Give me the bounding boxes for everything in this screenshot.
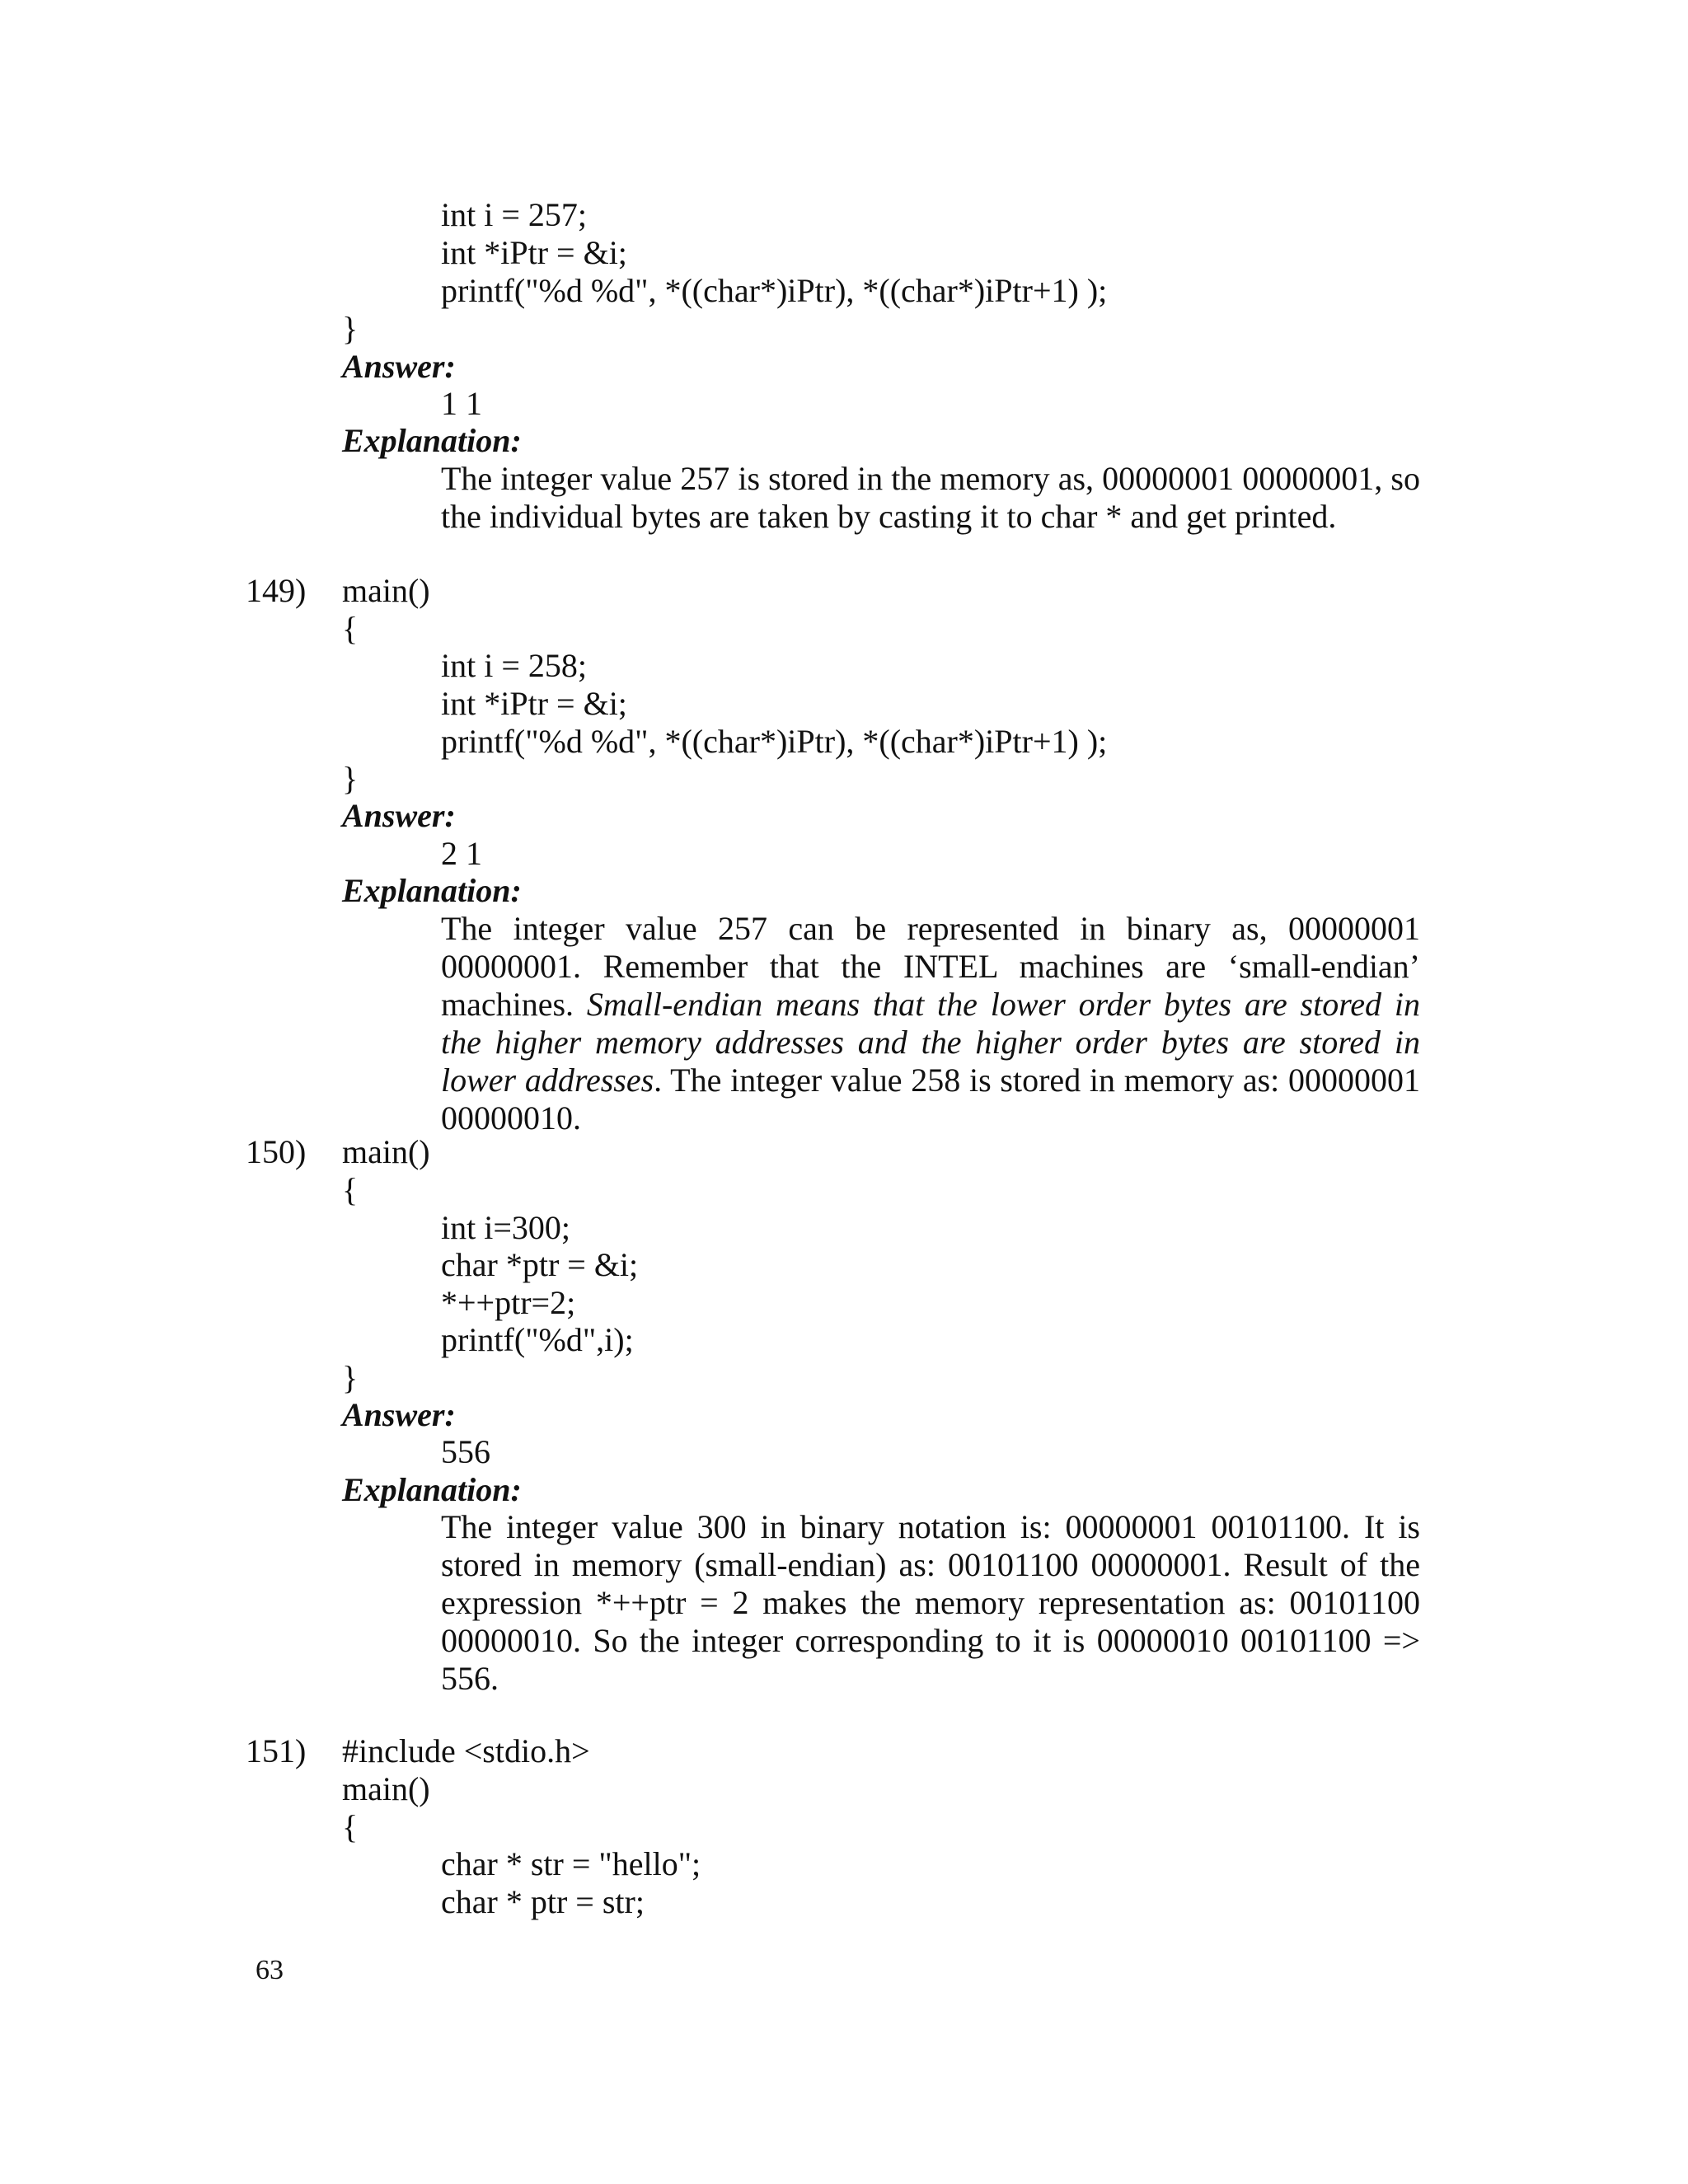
code-line: *++ptr=2; xyxy=(441,1284,576,1321)
open-brace: { xyxy=(342,610,359,647)
answer-label: Answer: xyxy=(342,797,456,834)
include-line: #include <stdio.h> xyxy=(342,1732,590,1769)
explanation-italic-text: Small-endian means that the lower order bytes are stored in the higher memory addresses and the higher order bytes are stored in lower addresses xyxy=(441,986,1420,1099)
function-header: main() xyxy=(342,1133,430,1170)
answer-label: Answer: xyxy=(342,348,456,385)
explanation-label: Explanation: xyxy=(342,422,522,459)
explanation-text: The integer value 300 in binary notation is: 00000001 00101100. It is stored in memory (small-endian) as: 00101100 00000001. Result of the expression *++ptr = 2 makes the memory representation as: 00101100 00000010. So the integer corresponding to it is 00000010 00101100 => 556. xyxy=(441,1508,1420,1697)
code-line: char * ptr = str; xyxy=(441,1883,645,1920)
code-line: int *iPtr = &i; xyxy=(441,234,627,271)
function-header: main() xyxy=(342,572,430,609)
open-brace: { xyxy=(342,1808,359,1845)
open-brace: { xyxy=(342,1171,359,1208)
question-number: 151) xyxy=(246,1732,307,1769)
code-line: int i=300; xyxy=(441,1209,571,1246)
function-header: main() xyxy=(342,1770,430,1807)
code-line: printf("%d %d", *((char*)iPtr), *((char*)iPtr+1) ); xyxy=(441,272,1108,309)
close-brace: } xyxy=(342,1359,359,1396)
explanation-text xyxy=(441,910,1420,1137)
code-line: int *iPtr = &i; xyxy=(441,685,627,722)
answer-label: Answer: xyxy=(342,1396,456,1433)
question-number: 150) xyxy=(246,1133,307,1170)
close-brace: } xyxy=(342,760,359,797)
answer-value: 2 1 xyxy=(441,835,482,872)
code-line: char * str = "hello"; xyxy=(441,1845,701,1882)
explanation-label: Explanation: xyxy=(342,872,522,909)
code-line: char *ptr = &i; xyxy=(441,1246,639,1283)
explanation-text-part: The integer value 257 can be represented in binary as, 00000001 00000001. Remember that the INTEL machines are ‘small-endian’ machines. xyxy=(441,910,1420,1023)
code-line: int i = 258; xyxy=(441,647,588,684)
close-brace: } xyxy=(342,310,359,347)
answer-value: 1 1 xyxy=(441,385,482,422)
explanation-text: The integer value 257 is stored in the memory as, 00000001 00000001, so the individual bytes are taken by casting it to char * and get printed. xyxy=(441,460,1420,535)
page-number: 63 xyxy=(256,1955,284,1985)
code-line: int i = 257; xyxy=(441,196,588,233)
explanation-label: Explanation: xyxy=(342,1471,522,1508)
question-number: 149) xyxy=(246,572,307,609)
explanation-text-part: . The integer value 258 is stored in memory as: 00000001 00000010. xyxy=(441,1062,1421,1137)
code-line: printf("%d %d", *((char*)iPtr), *((char*)iPtr+1) ); xyxy=(441,723,1108,760)
answer-value: 556 xyxy=(441,1433,490,1470)
code-line: printf("%d",i); xyxy=(441,1321,634,1358)
